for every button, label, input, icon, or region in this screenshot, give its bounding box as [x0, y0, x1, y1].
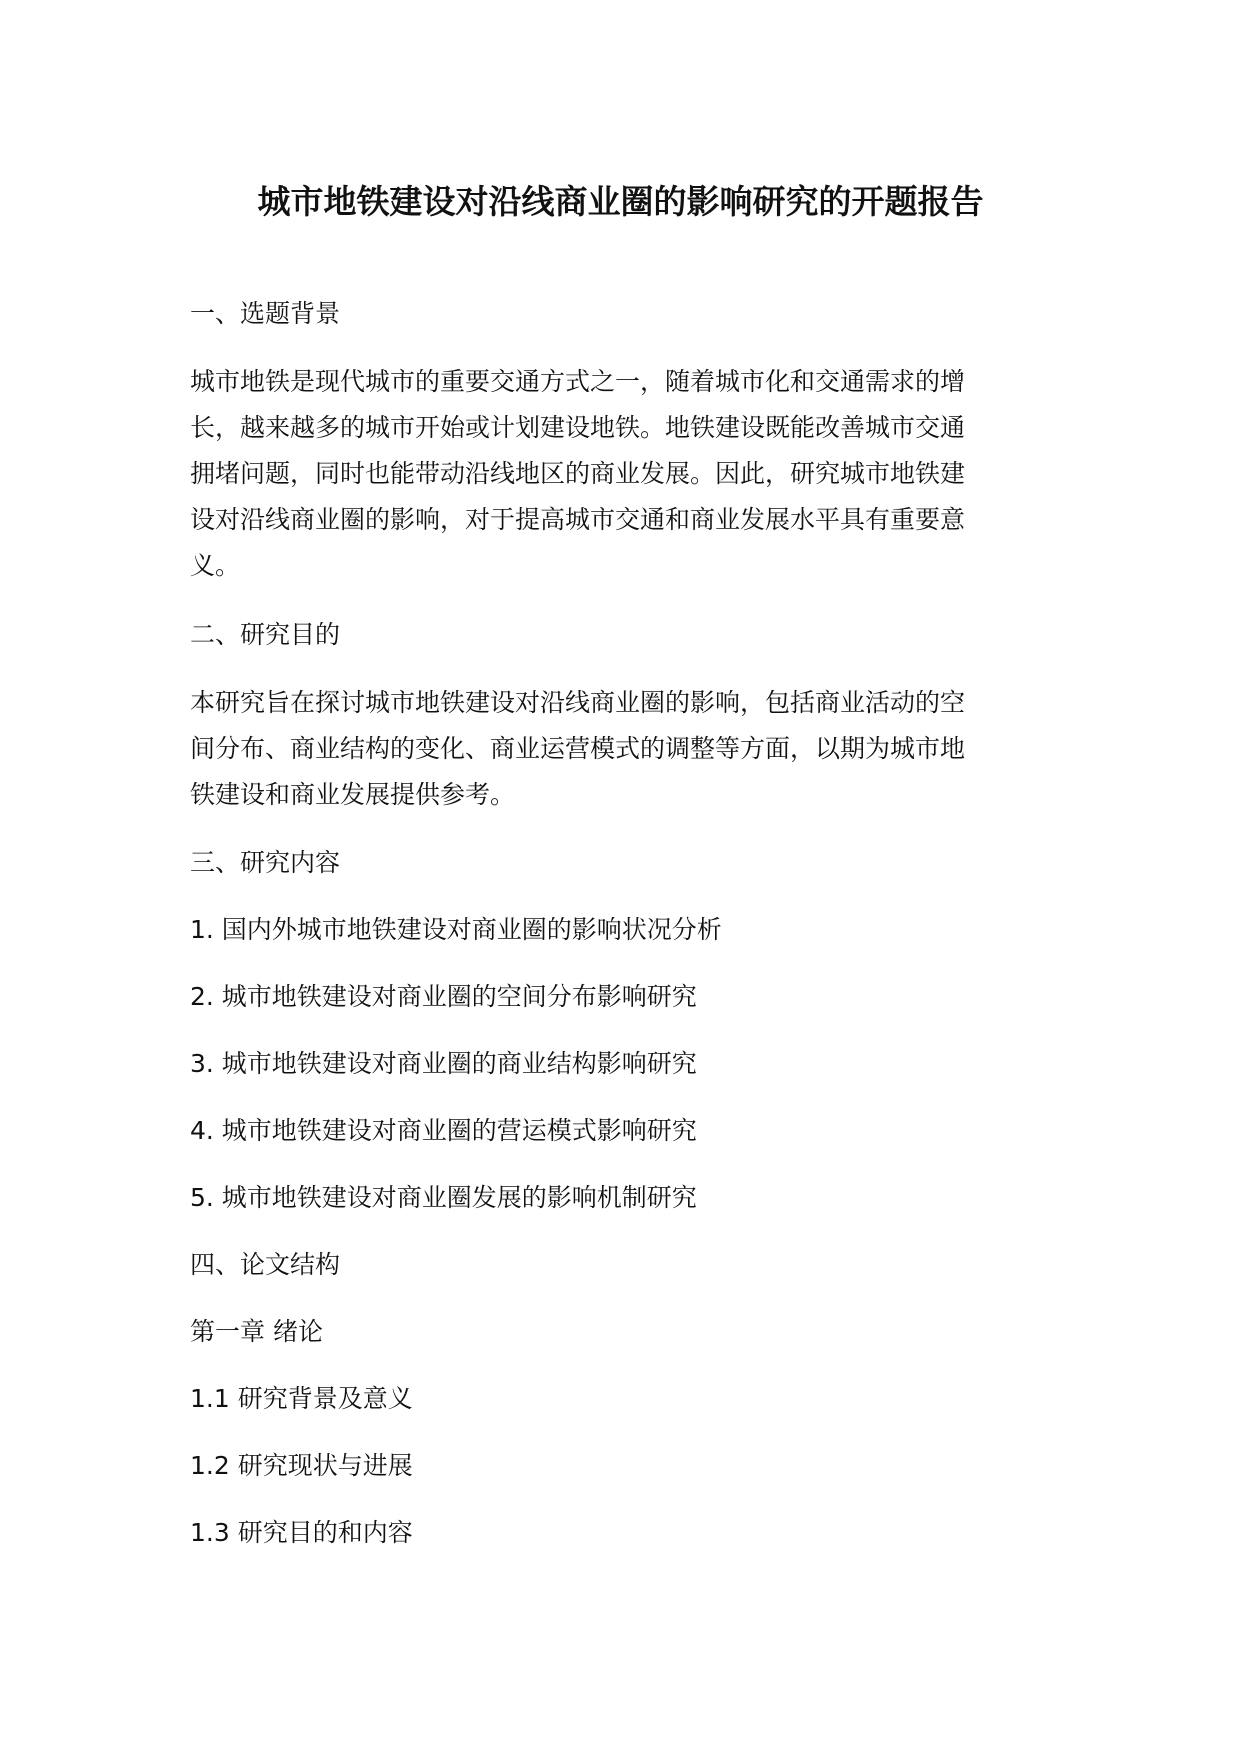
section-heading-background: 一、选题背景 [190, 299, 341, 328]
paragraph-line: 设对沿线商业圈的影响，对于提高城市交通和商业发展水平具有重要意 [190, 505, 966, 534]
paragraph-line: 间分布、商业结构的变化、商业运营模式的调整等方面，以期为城市地 [190, 734, 966, 763]
paragraph-background [190, 359, 1050, 589]
list-item: 2. 城市地铁建设对商业圈的空间分布影响研究 [190, 982, 697, 1011]
paragraph-line: 铁建设和商业发展提供参考。 [190, 780, 516, 809]
section-heading-purpose: 二、研究目的 [190, 620, 341, 649]
paragraph-line: 义。 [190, 551, 241, 580]
paragraph-line: 城市地铁是现代城市的重要交通方式之一，随着城市化和交通需求的增 [190, 367, 966, 396]
section-heading-content: 三、研究内容 [190, 848, 341, 877]
outline-item: 第一章 绪论 [190, 1317, 323, 1346]
paragraph-line: 拥堵问题，同时也能带动沿线地区的商业发展。因此，研究城市地铁建 [190, 459, 966, 488]
outline-item: 1.1 研究背景及意义 [190, 1384, 413, 1413]
section-heading-structure: 四、论文结构 [190, 1250, 341, 1279]
paragraph-purpose [190, 680, 1050, 818]
list-item: 1. 国内外城市地铁建设对商业圈的影响状况分析 [190, 915, 722, 944]
list-item: 3. 城市地铁建设对商业圈的商业结构影响研究 [190, 1049, 697, 1078]
outline-item: 1.2 研究现状与进展 [190, 1451, 413, 1480]
outline-item: 1.3 研究目的和内容 [190, 1518, 413, 1547]
document-title: 城市地铁建设对沿线商业圈的影响研究的开题报告 [257, 182, 984, 221]
list-item: 5. 城市地铁建设对商业圈发展的影响机制研究 [190, 1183, 697, 1212]
paragraph-line: 本研究旨在探讨城市地铁建设对沿线商业圈的影响，包括商业活动的空 [190, 688, 966, 717]
paragraph-line: 长，越来越多的城市开始或计划建设地铁。地铁建设既能改善城市交通 [190, 413, 966, 442]
list-item: 4. 城市地铁建设对商业圈的营运模式影响研究 [190, 1116, 697, 1145]
